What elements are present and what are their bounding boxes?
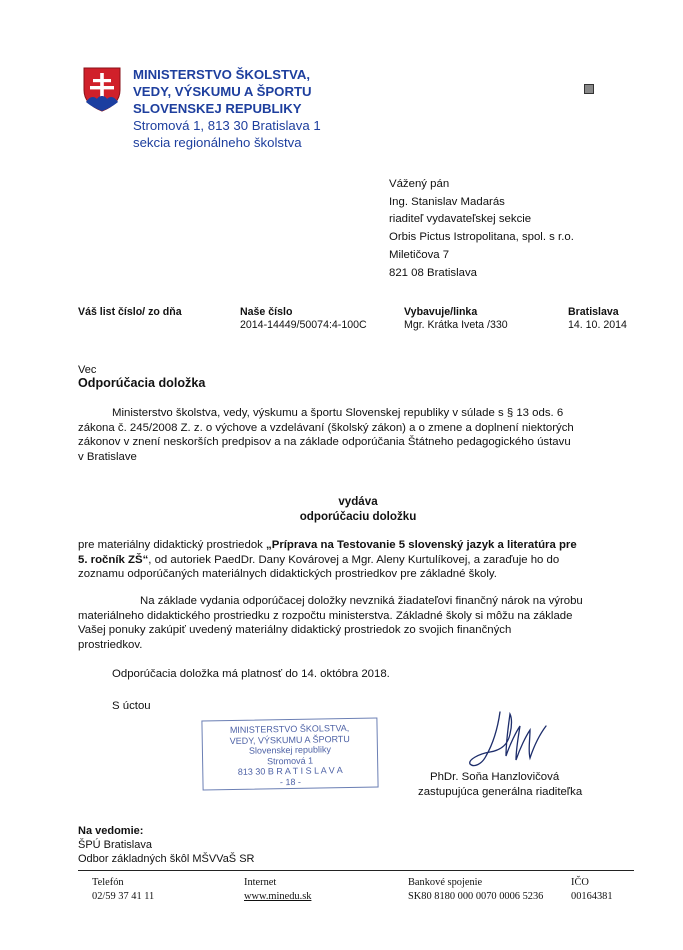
- paragraph-2-rest1: , od autoriek PaedDr. Dany Kovárovej a Mgr. Aleny Kurtulíkovej, a zaraďuje ho do: [148, 553, 560, 566]
- signature-icon: [460, 704, 560, 774]
- recipient-name: Ing. Stanislav Madarás: [389, 195, 505, 208]
- stamp-line5: 813 30 B R A T I S L A V A: [237, 765, 343, 778]
- recipient-salutation: Vážený pán: [389, 178, 450, 190]
- paragraph-3-line4: prostriedkov.: [78, 638, 143, 651]
- paragraph-1-line1: Ministerstvo školstva, vedy, výskumu a športu Slovenskej republiky v súlade s § 13 ods. 6: [112, 407, 564, 419]
- cc-item-1: ŠPÚ Bratislava: [78, 839, 152, 851]
- paragraph-2-prefix: pre materiálny didaktický prostriedok: [78, 539, 267, 551]
- paragraph-1-line4: v Bratislave: [78, 450, 137, 463]
- paragraph-1-line3: zákonov v znení neskorších predpisov a na základe odporúčania Štátneho pedagogického ústavu: [78, 436, 571, 448]
- date-value: 14. 10. 2014: [568, 319, 627, 331]
- footer-ico-value: 00164381: [571, 891, 613, 902]
- stamp-line6: - 18 -: [279, 776, 302, 788]
- meta-your-letter: [78, 306, 182, 319]
- stamp-line1: MINISTERSTVO ŠKOLSTVA,: [229, 722, 350, 736]
- footer-ico: [571, 876, 613, 904]
- subject-title: Odporúčacia doložka: [78, 376, 206, 390]
- paragraph-2-line1: [78, 538, 638, 553]
- cc-label: Na vedomie:: [78, 825, 144, 837]
- subject-label: Vec: [78, 364, 97, 376]
- cc-item-2: Odbor základných škôl MŠVVaŠ SR: [78, 853, 255, 865]
- footer-phone: [92, 876, 154, 904]
- paragraph-1: [78, 406, 638, 464]
- ministry-section: sekcia regionálneho školstva: [133, 135, 302, 150]
- material-title-part2: 5. ročník ZŠ“: [78, 553, 149, 566]
- closing-text: S úctou: [112, 700, 151, 712]
- meta-place-date: [568, 306, 627, 332]
- ministry-name-line2: VEDY, VÝSKUMU A ŠPORTU: [133, 84, 312, 99]
- ministry-name-line1: MINISTERSTVO ŠKOLSTVA,: [133, 67, 311, 82]
- corner-mark-icon: [584, 84, 594, 94]
- paragraph-2-line3: zoznamu odporúčaných materiálnych didaktických prostriedkov pre základné školy.: [78, 568, 497, 580]
- handled-by-label: Vybavuje/linka: [404, 306, 478, 318]
- meta-handled-by: [404, 306, 508, 332]
- recipient-position: riaditeľ vydavateľskej sekcie: [389, 213, 532, 226]
- footer-bank-label: Bankové spojenie: [408, 877, 483, 888]
- stamp-line3: Slovenskej republiky: [248, 744, 332, 756]
- our-number-value: 2014-14449/50074:4-100C: [240, 319, 367, 331]
- footer-bank-value: SK80 8180 000 0070 0006 5236: [408, 891, 544, 902]
- footer-phone-label: Telefón: [92, 877, 124, 888]
- footer-ico-label: IČO: [571, 877, 589, 888]
- stamp-line2: VEDY, VÝSKUMU A ŠPORTU: [229, 733, 350, 746]
- paragraph-3-line1: Na základe vydania odporúčacej doložky nevzniká žiadateľovi finančný nárok na výrobu: [140, 595, 583, 607]
- paragraph-3: [78, 594, 638, 652]
- material-title-part1: „Príprava na Testovanie 5 slovenský jazyk a literatúra pre: [266, 539, 577, 551]
- footer-phone-value: 02/59 37 41 11: [92, 891, 155, 902]
- coat-of-arms-icon: [82, 66, 122, 112]
- recipient-address: [389, 176, 574, 282]
- signer-title: zastupujúca generálna riaditeľka: [418, 786, 583, 798]
- footer-internet-link[interactable]: www.minedu.sk: [244, 891, 312, 902]
- recipient-city: 821 08 Bratislava: [389, 266, 478, 279]
- your-letter-label: Váš list číslo/ zo dňa: [78, 306, 182, 318]
- issues-verb: vydáva: [338, 495, 378, 508]
- paragraph-3-line3: Vašej ponuky zakúpiť uvedený materiálny didaktický prostriedok zo svojich finančných: [78, 624, 512, 636]
- footer-internet: [244, 876, 311, 904]
- stamp-line4: Stromová 1: [267, 755, 314, 767]
- recipient-company: Orbis Pictus Istropolitana, spol. s r.o.: [389, 231, 574, 244]
- our-number-label: Naše číslo: [240, 306, 293, 318]
- ministry-header: [133, 66, 321, 151]
- cc-block: [78, 824, 254, 866]
- recipient-street: Miletičova 7: [389, 248, 450, 261]
- signer-block: [418, 770, 583, 800]
- footer-bank: [408, 876, 543, 904]
- issues-block: [78, 494, 638, 524]
- handled-by-value: Mgr. Krátka Iveta /330: [404, 319, 508, 331]
- official-stamp: [201, 717, 378, 790]
- paragraph-1-line2: zákona č. 245/2008 Z. z. o výchove a vzdelávaní (školský zákon) a o zmene a doplnení niektorých: [78, 421, 574, 434]
- meta-our-number: [240, 306, 367, 332]
- ministry-name-line3: SLOVENSKEJ REPUBLIKY: [133, 101, 302, 116]
- paragraph-2: [78, 538, 638, 582]
- paragraph-3-line2: materiálneho didaktického prostriedku z rozpočtu ministerstva. Základné školy si môžu na základe: [78, 609, 573, 622]
- issues-object: odporúčaciu doložku: [299, 510, 417, 523]
- place-label: Bratislava: [568, 306, 619, 318]
- signer-name: PhDr. Soňa Hanzlovičová: [430, 771, 560, 783]
- paragraph-2-line2: [78, 553, 638, 568]
- footer-internet-label: Internet: [244, 877, 277, 888]
- footer-divider: [78, 870, 634, 871]
- ministry-address: Stromová 1, 813 30 Bratislava 1: [133, 118, 321, 133]
- validity-text: Odporúčacia doložka má platnosť do 14. októbra 2018.: [112, 668, 390, 680]
